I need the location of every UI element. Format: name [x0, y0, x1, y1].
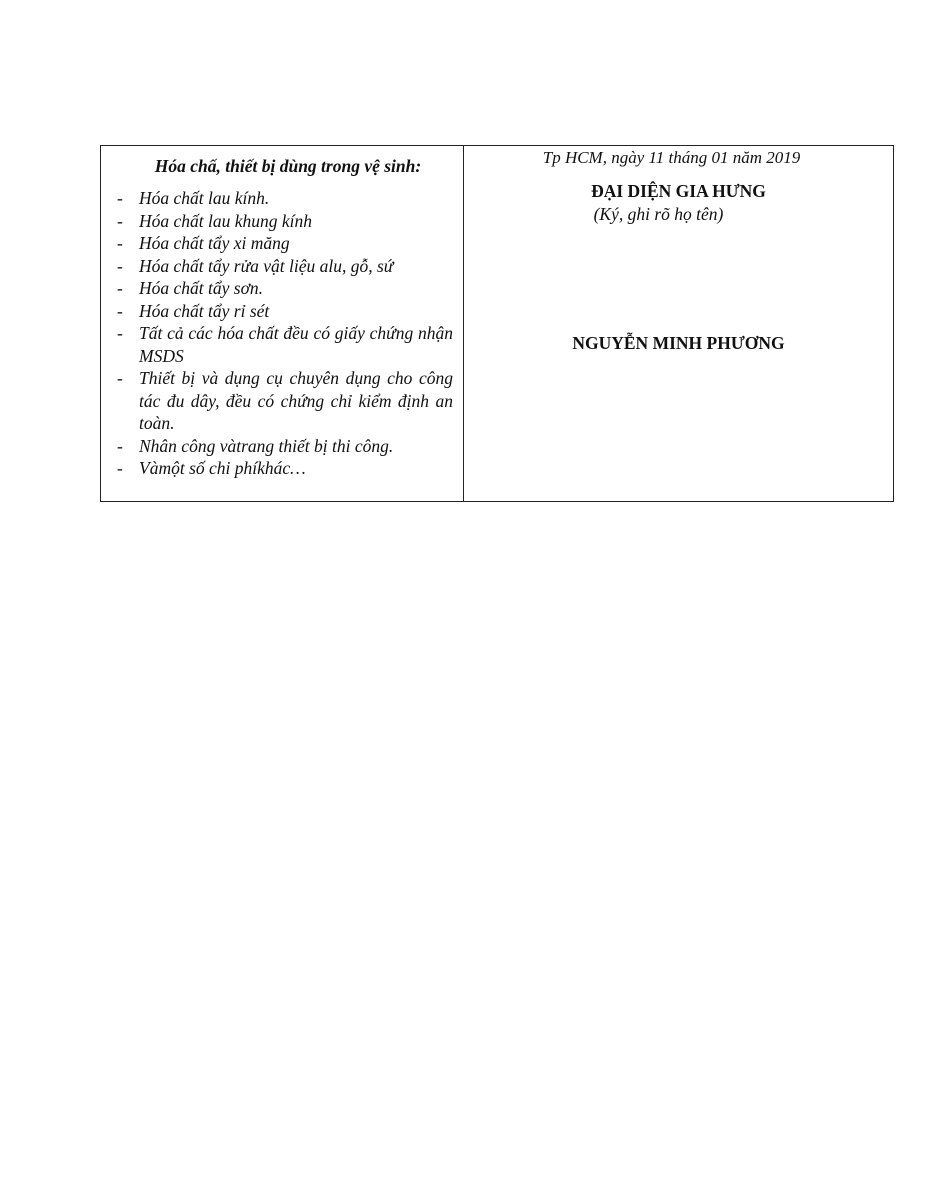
list-item-text: Hóa chất tẩy xi măng: [139, 233, 290, 253]
list-item-text: Hóa chất tẩy rỉ sét: [139, 300, 270, 321]
bullet-dash: -: [117, 255, 123, 276]
list-item-text: Tất cả các hóa chất đều có giấy chứng nhận MSDS: [139, 323, 453, 366]
bullet-dash: -: [117, 210, 123, 231]
list-item: [115, 255, 453, 278]
materials-list: [115, 187, 453, 480]
bullet-dash: -: [117, 233, 123, 253]
signature-table: [100, 145, 894, 502]
materials-heading: Hóa chấ, thiết bị dùng trong vệ sinh:: [154, 156, 422, 176]
signature-note: (Ký, ghi rõ họ tên): [593, 204, 724, 224]
bullet-dash: -: [117, 323, 123, 343]
bullet-dash: -: [117, 188, 123, 208]
list-item-text: Hóa chất tẩy rửa vật liệu alu, gỗ, sứ: [139, 255, 394, 276]
list-item-text: Hóa chất lau khung kính: [139, 210, 313, 231]
bullet-dash: -: [117, 458, 123, 478]
list-item: [115, 367, 453, 435]
list-item-text: Hóa chất tẩy sơn.: [139, 278, 264, 298]
bullet-dash: -: [117, 300, 123, 321]
list-item: [115, 435, 453, 458]
list-item-text: Nhân công vàtrang thiết bị thi công.: [139, 435, 394, 456]
list-item-text: Hóa chất lau kính.: [139, 188, 270, 208]
representative-title: ĐẠI DIỆN GIA HƯNG: [591, 181, 766, 201]
signer-name: NGUYỄN MINH PHƯƠNG: [572, 333, 785, 353]
list-item: [115, 210, 453, 233]
list-item: [115, 232, 453, 255]
signature-cell: [464, 146, 893, 501]
list-item: [115, 277, 453, 300]
list-item-text: Thiết bị và dụng cụ chuyên dụng cho công tác đu dây, đều có chứng chỉ kiểm định an toàn.: [139, 368, 453, 433]
bullet-dash: -: [117, 435, 123, 456]
bullet-dash: -: [117, 278, 123, 298]
list-item: [115, 187, 453, 210]
list-item: [115, 300, 453, 323]
bullet-dash: -: [117, 368, 123, 388]
list-item: [115, 457, 453, 480]
list-item-text: Vàmột số chi phíkhác…: [139, 458, 306, 478]
materials-cell: [101, 146, 464, 501]
place-date: Tp HCM, ngày 11 tháng 01 năm 2019: [542, 148, 801, 167]
list-item: [115, 322, 453, 367]
